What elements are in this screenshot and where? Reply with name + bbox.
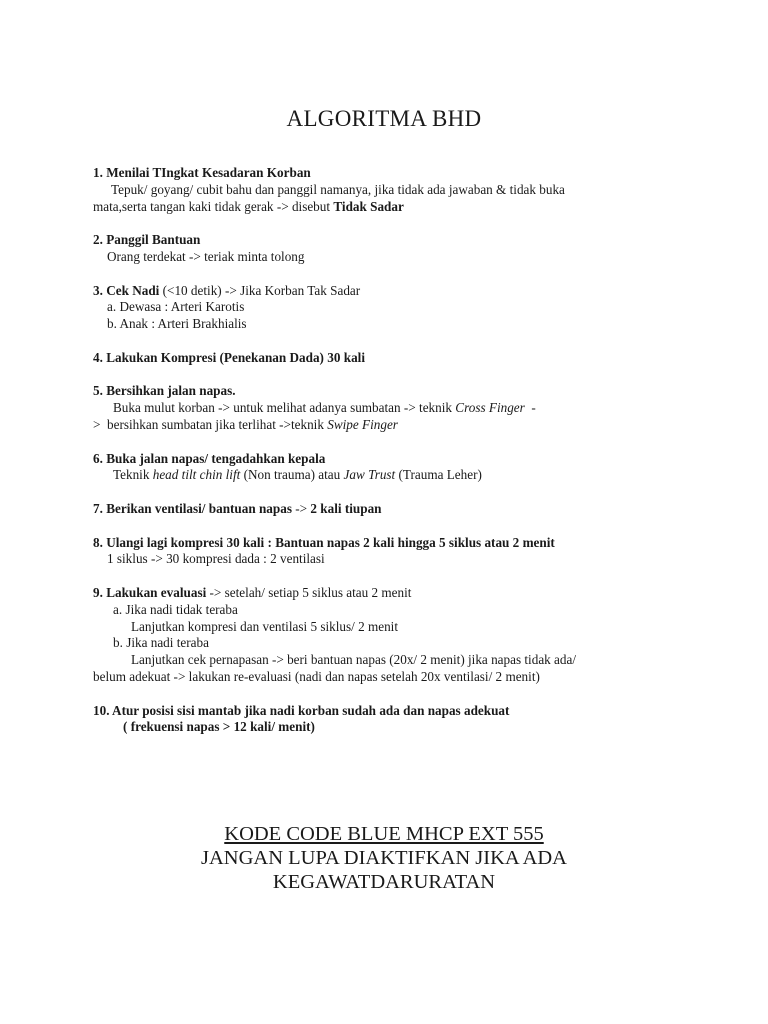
step-2-line-1: Orang terdekat -> teriak minta tolong [107, 248, 305, 264]
step-3-sub-a: a. Dewasa : Arteri Karotis [107, 299, 245, 315]
step-10-heading: 10. Atur posisi sisi mantab jika nadi korban sudah ada dan napas adekuat [93, 702, 510, 718]
step-3-heading-line [93, 283, 693, 300]
step-5-line-1-italic: Cross Finger [455, 400, 525, 416]
step-9-sub-b-detail-1: Lanjutkan cek pernapasan -> beri bantuan napas (20x/ 2 menit) jika napas tidak ada/ [131, 652, 577, 668]
step-5-line-2-text: > bersihkan sumbatan jika terlihat ->teknik [93, 416, 328, 432]
step-1-line-1: Tepuk/ goyang/ cubit bahu dan panggil namanya, jika tidak ada jawaban & tidak buka [111, 181, 565, 197]
step-10 [93, 703, 693, 737]
step-9-sub-a: a. Jika nadi tidak teraba [113, 601, 238, 617]
step-7 [93, 501, 693, 518]
step-6-heading: 6. Buka jalan napas/ tengadahkan kepala [93, 450, 326, 466]
page-title: ALGORITMA BHD [286, 106, 482, 131]
step-5 [93, 383, 693, 433]
step-5-line-1 [93, 400, 693, 417]
step-1-line-2-bold: Tidak Sadar [333, 198, 404, 214]
step-10-line-1: ( frekuensi napas > 12 kali/ menit) [123, 719, 315, 735]
step-1 [93, 165, 693, 215]
step-6-line-1 [93, 467, 693, 484]
step-7-heading-bold: 2 kali tiupan [310, 500, 382, 516]
code-blue-line-2: JANGAN LUPA DIAKTIFKAN JIKA ADA [201, 847, 567, 869]
step-5-line-2-italic: Swipe Finger [327, 416, 398, 432]
step-3 [93, 283, 693, 333]
step-5-heading: 5. Bersihkan jalan napas. [93, 383, 236, 399]
step-9-heading-rest: -> setelah/ setiap 5 siklus atau 2 menit [206, 584, 412, 600]
code-blue-notice [0, 822, 768, 894]
step-6-line-1-italic-1: head tilt chin lift [152, 467, 241, 483]
step-4-heading: 4. Lakukan Kompresi (Penekanan Dada) 30 kali [93, 349, 365, 365]
step-2-heading: 2. Panggil Bantuan [93, 232, 201, 248]
step-3-heading-rest: (<10 detik) -> Jika Korban Tak Sadar [159, 282, 361, 298]
step-6-line-1-end: (Trauma Leher) [395, 467, 482, 483]
step-8 [93, 535, 693, 569]
step-6-line-1-mid: (Non trauma) atau [240, 467, 344, 483]
algorithm-steps [93, 165, 693, 753]
step-9 [93, 585, 693, 686]
step-6-line-1-text: Teknik [113, 467, 153, 483]
step-9-sub-a-detail: Lanjutkan kompresi dan ventilasi 5 siklus/ 2 menit [131, 618, 399, 634]
step-9-heading: 9. Lakukan evaluasi [93, 584, 207, 600]
step-8-line-1: 1 siklus -> 30 kompresi dada : 2 ventilasi [107, 551, 325, 567]
step-5-line-1-end: - [524, 400, 536, 416]
step-2 [93, 232, 693, 266]
step-1-line-2 [93, 199, 693, 216]
code-blue-line-3: KEGAWATDARURATAN [272, 871, 496, 893]
step-5-line-2 [93, 417, 693, 434]
step-3-heading: 3. Cek Nadi [93, 282, 160, 298]
code-blue-line-1: KODE CODE BLUE MHCP EXT 555 [224, 823, 544, 845]
step-1-heading: 1. Menilai TIngkat Kesadaran Korban [93, 165, 311, 180]
step-5-line-1-text: Buka mulut korban -> untuk melihat adanya sumbatan -> teknik [113, 400, 456, 416]
step-1-line-2-text: mata,serta tangan kaki tidak gerak -> disebut [93, 198, 334, 214]
step-9-heading-line [93, 585, 693, 602]
step-6 [93, 451, 693, 485]
step-8-heading: 8. Ulangi lagi kompresi 30 kali : Bantuan napas 2 kali hingga 5 siklus atau 2 menit [93, 534, 555, 550]
step-6-line-1-italic-2: Jaw Trust [343, 467, 396, 483]
step-7-arrow: -> [291, 500, 311, 516]
step-7-heading-line [93, 501, 693, 518]
step-7-heading: 7. Berikan ventilasi/ bantuan napas [93, 500, 292, 516]
step-9-sub-b-detail-2: belum adekuat -> lakukan re-evaluasi (nadi dan napas setelah 20x ventilasi/ 2 menit) [93, 668, 540, 684]
step-9-sub-b: b. Jika nadi teraba [113, 635, 209, 651]
step-3-sub-b: b. Anak : Arteri Brakhialis [107, 316, 247, 332]
step-4 [93, 350, 693, 367]
